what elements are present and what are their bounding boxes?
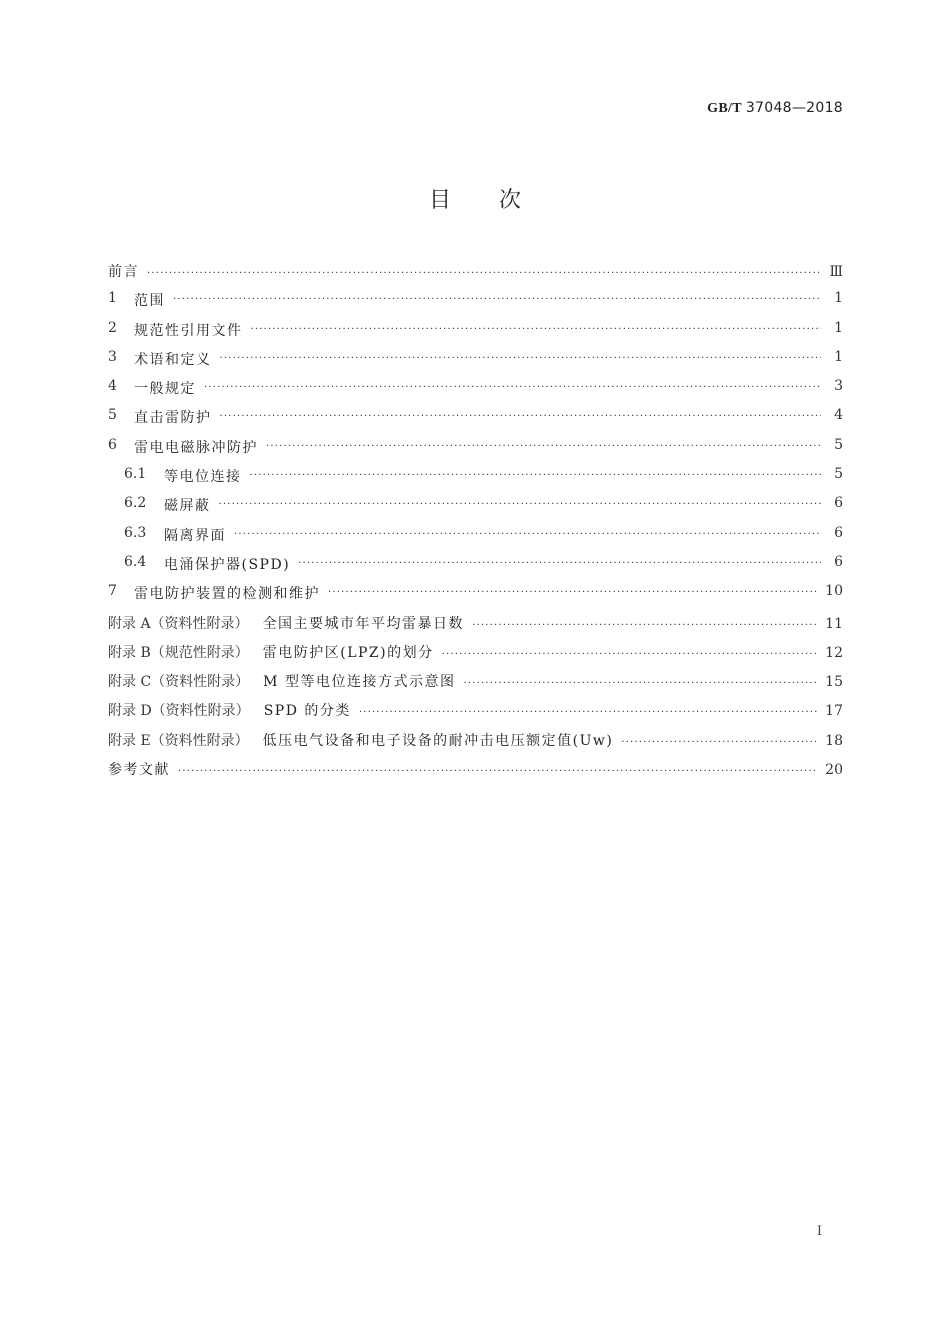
toc-entry[interactable] bbox=[108, 466, 843, 495]
section-title: 电涌保护器(SPD) bbox=[164, 556, 291, 573]
page-ref: 6 bbox=[834, 495, 843, 512]
section-title: 前言 bbox=[108, 264, 139, 280]
dot-leader bbox=[621, 737, 817, 748]
dot-leader bbox=[442, 649, 818, 660]
appendix-label: 附录 A（资料性附录） bbox=[108, 615, 249, 632]
page-ref: 4 bbox=[834, 407, 843, 424]
section-title: 一般规定 bbox=[134, 381, 196, 398]
toc-entry[interactable] bbox=[108, 671, 843, 700]
section-title: 范围 bbox=[134, 293, 165, 310]
section-number: 5 bbox=[108, 407, 117, 424]
section-number: 2 bbox=[108, 319, 117, 336]
table-of-contents bbox=[108, 261, 843, 788]
toc-entry-label bbox=[108, 642, 434, 662]
toc-entry[interactable] bbox=[108, 378, 843, 407]
dot-leader bbox=[219, 499, 822, 510]
section-number: 6.1 bbox=[124, 466, 147, 483]
toc-entry[interactable] bbox=[108, 554, 843, 583]
page-ref: 5 bbox=[834, 436, 843, 453]
dot-leader bbox=[173, 294, 821, 305]
toc-entry-label bbox=[108, 378, 196, 398]
section-title: 全国主要城市年平均雷暴日数 bbox=[262, 615, 465, 632]
section-title: M 型等电位连接方式示意图 bbox=[263, 674, 456, 691]
page-ref: 1 bbox=[834, 348, 843, 365]
toc-entry-label bbox=[108, 583, 320, 603]
section-title: 雷电防护区(LPZ)的划分 bbox=[262, 644, 434, 661]
dot-leader bbox=[328, 587, 817, 598]
dot-leader bbox=[234, 529, 821, 540]
toc-entry-label bbox=[108, 261, 139, 281]
dot-leader bbox=[220, 411, 822, 422]
toc-entry-label bbox=[108, 613, 464, 633]
section-number: 6.2 bbox=[124, 495, 147, 512]
toc-entry[interactable] bbox=[108, 759, 843, 788]
toc-entry[interactable] bbox=[108, 261, 843, 290]
toc-entry[interactable] bbox=[108, 320, 843, 349]
dot-leader bbox=[220, 353, 822, 364]
toc-entry-label bbox=[124, 466, 242, 486]
toc-entry[interactable] bbox=[108, 700, 843, 729]
section-number: 1 bbox=[108, 290, 117, 307]
section-title: 直击雷防护 bbox=[134, 410, 212, 427]
toc-entry[interactable] bbox=[108, 437, 843, 466]
toc-entry[interactable] bbox=[108, 407, 843, 436]
page-ref: 1 bbox=[834, 290, 843, 307]
toc-entry[interactable] bbox=[108, 583, 843, 612]
appendix-label: 附录 C（资料性附录） bbox=[108, 674, 250, 691]
section-title: 雷电电磁脉冲防护 bbox=[134, 439, 258, 456]
page-ref: 6 bbox=[834, 524, 843, 541]
toc-entry[interactable] bbox=[108, 642, 843, 671]
standard-prefix: GB/T bbox=[707, 101, 742, 116]
page-ref: 17 bbox=[825, 703, 843, 720]
toc-entry[interactable] bbox=[108, 613, 843, 642]
toc-entry-label bbox=[124, 495, 211, 515]
section-title: 雷电防护装置的检测和维护 bbox=[134, 586, 320, 603]
toc-entry-label bbox=[108, 437, 258, 457]
dot-leader bbox=[251, 324, 822, 335]
section-title: 术语和定义 bbox=[134, 351, 212, 368]
appendix-label: 附录 E（资料性附录） bbox=[108, 732, 249, 749]
page-ref: 5 bbox=[834, 466, 843, 483]
section-title: 磁屏蔽 bbox=[164, 498, 211, 515]
page-ref: 15 bbox=[825, 674, 843, 691]
appendix-label: 附录 B（规范性附录） bbox=[108, 644, 249, 661]
dot-leader bbox=[472, 620, 817, 631]
section-number: 4 bbox=[108, 378, 117, 395]
section-title: 规范性引用文件 bbox=[134, 322, 243, 339]
dot-leader bbox=[178, 766, 817, 777]
toc-entry-label bbox=[108, 730, 613, 750]
toc-entry[interactable] bbox=[108, 349, 843, 378]
dot-leader bbox=[463, 678, 817, 689]
toc-entry-label bbox=[124, 554, 290, 574]
section-title: 等电位连接 bbox=[164, 469, 242, 486]
page-ref: 20 bbox=[825, 762, 843, 779]
section-number: 7 bbox=[108, 583, 117, 600]
dot-leader bbox=[266, 441, 821, 452]
standard-code: 37048—2018 bbox=[745, 100, 843, 116]
toc-entry-label bbox=[108, 759, 170, 779]
section-title: 隔离界面 bbox=[164, 527, 226, 544]
page-ref: 10 bbox=[825, 583, 843, 600]
toc-entry-label bbox=[124, 525, 226, 545]
page-ref: 12 bbox=[825, 644, 843, 661]
toc-entry-label bbox=[108, 671, 455, 691]
toc-entry-label bbox=[108, 407, 212, 427]
toc-entry-label bbox=[108, 290, 165, 310]
appendix-label: 附录 D（资料性附录） bbox=[108, 703, 250, 720]
toc-entry-label bbox=[108, 320, 243, 340]
section-title: SPD 的分类 bbox=[263, 703, 351, 720]
toc-entry[interactable] bbox=[108, 290, 843, 319]
section-number: 6.3 bbox=[124, 524, 147, 541]
page-ref: 18 bbox=[825, 732, 843, 749]
toc-entry-label bbox=[108, 700, 351, 720]
page-title: 目次 bbox=[428, 188, 569, 213]
toc-entry-label bbox=[108, 349, 212, 369]
section-title: 低压电气设备和电子设备的耐冲击电压额定值(Uw) bbox=[262, 732, 614, 749]
section-number: 3 bbox=[108, 348, 117, 365]
toc-entry[interactable] bbox=[108, 525, 843, 554]
standard-number bbox=[707, 100, 843, 117]
section-number: 6 bbox=[108, 436, 117, 453]
dot-leader bbox=[204, 382, 821, 393]
page-ref: 3 bbox=[834, 378, 843, 395]
section-title: 参考文献 bbox=[108, 762, 170, 779]
dot-leader bbox=[250, 470, 822, 481]
dot-leader bbox=[359, 707, 817, 718]
toc-entry[interactable] bbox=[108, 730, 843, 759]
page-ref: 6 bbox=[834, 553, 843, 570]
page-ref: 11 bbox=[825, 615, 843, 632]
page-ref: 1 bbox=[834, 319, 843, 336]
page-number: I bbox=[816, 1224, 822, 1239]
dot-leader bbox=[147, 268, 821, 279]
dot-leader bbox=[298, 558, 821, 569]
page-ref: Ⅲ bbox=[829, 264, 843, 280]
toc-entry[interactable] bbox=[108, 495, 843, 524]
section-number: 6.4 bbox=[124, 553, 147, 570]
